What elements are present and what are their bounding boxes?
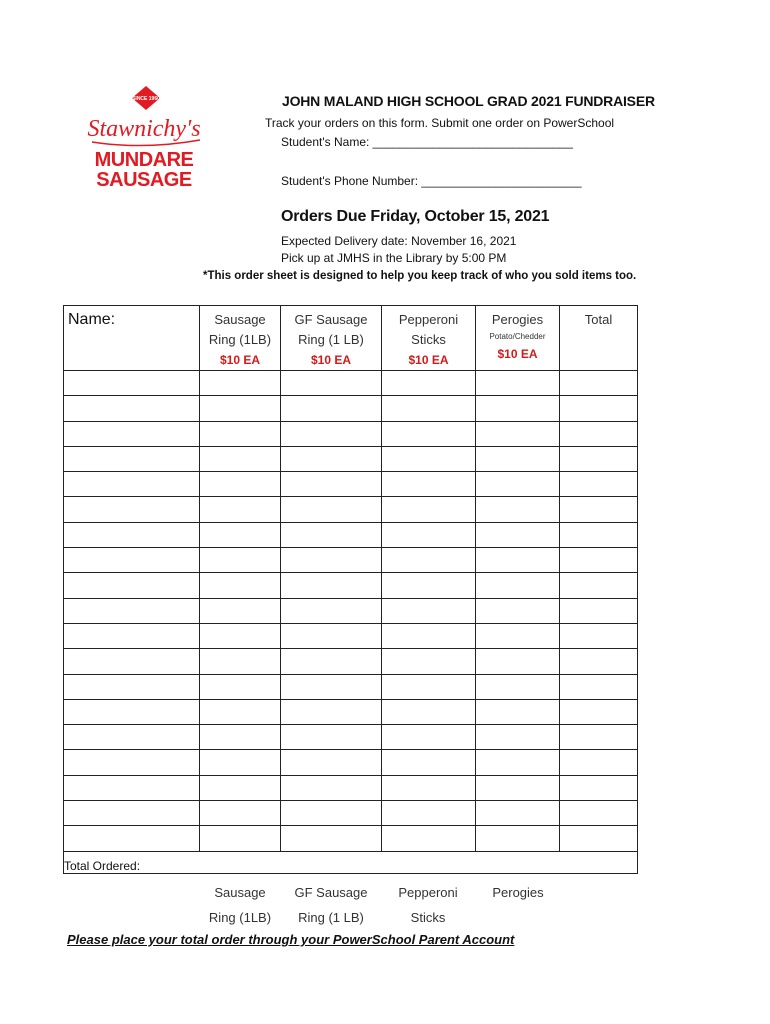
entry-cell[interactable] xyxy=(476,371,560,396)
total-cell xyxy=(382,851,476,873)
entry-cell[interactable] xyxy=(560,421,638,446)
entry-cell[interactable] xyxy=(382,472,476,497)
footer-gf-sausage xyxy=(276,880,386,930)
entry-cell[interactable] xyxy=(476,421,560,446)
footer-perogies xyxy=(463,880,573,905)
entry-cell[interactable] xyxy=(560,826,638,851)
entry-cell[interactable] xyxy=(281,472,382,497)
entry-cell[interactable] xyxy=(64,396,200,421)
order-entry-row xyxy=(64,750,638,775)
order-entry-row xyxy=(64,801,638,826)
entry-cell[interactable] xyxy=(476,598,560,623)
order-entry-row xyxy=(64,775,638,800)
powerschool-instruction: Please place your total order through your PowerSchool Parent Account xyxy=(67,932,515,947)
entry-cell[interactable] xyxy=(476,801,560,826)
footer-label: Pepperoni xyxy=(398,885,458,900)
entry-cell[interactable] xyxy=(200,623,281,648)
order-entry-row xyxy=(64,826,638,851)
entry-cell[interactable] xyxy=(281,699,382,724)
entry-cell[interactable] xyxy=(64,598,200,623)
stawnichys-logo xyxy=(82,86,207,190)
col-label: Sausage xyxy=(214,312,266,327)
delivery-date-text: Expected Delivery date: November 16, 2021 xyxy=(281,234,517,248)
entry-cell[interactable] xyxy=(281,775,382,800)
entry-cell[interactable] xyxy=(382,446,476,471)
entry-cell[interactable] xyxy=(64,674,200,699)
entry-cell[interactable] xyxy=(382,497,476,522)
total-ordered-row xyxy=(64,851,638,873)
footer-label: Perogies xyxy=(492,885,544,900)
entry-cell[interactable] xyxy=(64,826,200,851)
entry-cell[interactable] xyxy=(476,674,560,699)
entry-cell[interactable] xyxy=(64,649,200,674)
entry-cell[interactable] xyxy=(382,699,476,724)
entry-cell[interactable] xyxy=(281,750,382,775)
order-entry-row xyxy=(64,396,638,421)
entry-cell[interactable] xyxy=(64,699,200,724)
entry-cell[interactable] xyxy=(476,699,560,724)
due-date-heading: Orders Due Friday, October 15, 2021 xyxy=(281,208,550,225)
entry-cell[interactable] xyxy=(64,446,200,471)
entry-cell[interactable] xyxy=(476,573,560,598)
entry-cell[interactable] xyxy=(200,801,281,826)
svg-text:MUNDARE: MUNDARE xyxy=(94,149,194,171)
entry-cell[interactable] xyxy=(476,396,560,421)
entry-cell[interactable] xyxy=(200,371,281,396)
entry-cell[interactable] xyxy=(560,699,638,724)
footer-label: Ring (1 LB) xyxy=(298,910,364,925)
entry-cell[interactable] xyxy=(382,725,476,750)
entry-cell[interactable] xyxy=(64,725,200,750)
entry-cell[interactable] xyxy=(64,472,200,497)
entry-cell[interactable] xyxy=(281,573,382,598)
entry-cell[interactable] xyxy=(64,522,200,547)
entry-cell[interactable] xyxy=(64,573,200,598)
entry-cell[interactable] xyxy=(560,522,638,547)
entry-cell[interactable] xyxy=(382,548,476,573)
footer-label: Sticks xyxy=(410,910,446,925)
total-cell xyxy=(560,851,638,873)
entry-cell[interactable] xyxy=(200,826,281,851)
price-label: $10 EA xyxy=(497,347,538,361)
entry-cell[interactable] xyxy=(281,446,382,471)
entry-cell[interactable] xyxy=(200,396,281,421)
order-entry-row xyxy=(64,522,638,547)
student-name-field: Student's Name: ______________________________ xyxy=(281,135,573,149)
entry-cell[interactable] xyxy=(476,497,560,522)
entry-cell[interactable] xyxy=(200,699,281,724)
entry-cell[interactable] xyxy=(281,396,382,421)
entry-cell[interactable] xyxy=(64,750,200,775)
order-entry-row xyxy=(64,446,638,471)
footer-label: Sausage xyxy=(214,885,266,900)
order-entry-row xyxy=(64,674,638,699)
order-table xyxy=(63,305,638,874)
entry-cell[interactable] xyxy=(200,775,281,800)
tracking-note: *This order sheet is designed to help you keep track of who you sold items too. xyxy=(203,270,637,282)
table-header-row xyxy=(64,306,638,371)
footer-label: Ring (1LB) xyxy=(208,910,272,925)
sausage-ring-header xyxy=(200,306,281,371)
order-entry-row xyxy=(64,497,638,522)
entry-cell[interactable] xyxy=(382,573,476,598)
order-entry-row xyxy=(64,548,638,573)
entry-cell[interactable] xyxy=(560,472,638,497)
price-label: $10 EA xyxy=(408,353,449,367)
entry-cell[interactable] xyxy=(476,775,560,800)
pepperoni-sticks-header xyxy=(382,306,476,371)
entry-cell[interactable] xyxy=(281,649,382,674)
order-entry-row xyxy=(64,472,638,497)
order-entry-row xyxy=(64,421,638,446)
entry-cell[interactable] xyxy=(382,371,476,396)
entry-cell[interactable] xyxy=(200,598,281,623)
order-entry-row xyxy=(64,573,638,598)
svg-text:SAUSAGE: SAUSAGE xyxy=(96,169,192,190)
entry-cell[interactable] xyxy=(560,446,638,471)
col-sublabel: Potato/Chedder xyxy=(489,332,546,341)
entry-cell[interactable] xyxy=(382,396,476,421)
col-label: Pepperoni xyxy=(398,312,459,327)
entry-cell[interactable] xyxy=(560,674,638,699)
order-entry-row xyxy=(64,725,638,750)
entry-cell[interactable] xyxy=(281,497,382,522)
entry-cell[interactable] xyxy=(476,548,560,573)
svg-text:SINCE 1960: SINCE 1960 xyxy=(132,96,160,102)
entry-cell[interactable] xyxy=(281,522,382,547)
entry-cell[interactable] xyxy=(382,801,476,826)
entry-cell[interactable] xyxy=(200,674,281,699)
entry-cell[interactable] xyxy=(476,472,560,497)
entry-cell[interactable] xyxy=(560,750,638,775)
form-title: JOHN MALAND HIGH SCHOOL GRAD 2021 FUNDRAISER xyxy=(282,93,655,109)
entry-cell[interactable] xyxy=(281,371,382,396)
entry-cell[interactable] xyxy=(476,446,560,471)
entry-cell[interactable] xyxy=(200,446,281,471)
entry-cell[interactable] xyxy=(476,649,560,674)
entry-cell[interactable] xyxy=(281,421,382,446)
entry-cell[interactable] xyxy=(382,421,476,446)
total-ordered-label: Total Ordered: xyxy=(64,851,281,873)
entry-cell[interactable] xyxy=(382,649,476,674)
entry-cell[interactable] xyxy=(560,649,638,674)
entry-cell[interactable] xyxy=(64,548,200,573)
entry-cell[interactable] xyxy=(382,598,476,623)
entry-cell[interactable] xyxy=(382,750,476,775)
entry-cell[interactable] xyxy=(560,775,638,800)
entry-cell[interactable] xyxy=(200,421,281,446)
pickup-text: Pick up at JMHS in the Library by 5:00 PM xyxy=(281,251,507,265)
footer-label: GF Sausage xyxy=(294,885,368,900)
entry-cell[interactable] xyxy=(382,826,476,851)
gf-sausage-ring-header xyxy=(281,306,382,371)
entry-cell[interactable] xyxy=(200,725,281,750)
entry-cell[interactable] xyxy=(281,548,382,573)
entry-cell[interactable] xyxy=(281,674,382,699)
entry-cell[interactable] xyxy=(560,497,638,522)
entry-cell[interactable] xyxy=(281,725,382,750)
total-cell xyxy=(281,851,382,873)
entry-cell[interactable] xyxy=(200,548,281,573)
entry-cell[interactable] xyxy=(560,598,638,623)
col-label: GF Sausage xyxy=(294,312,368,327)
entry-cell[interactable] xyxy=(200,472,281,497)
order-entry-row xyxy=(64,649,638,674)
order-entry-row xyxy=(64,623,638,648)
col-label: Ring (1LB) xyxy=(208,332,272,347)
entry-cell[interactable] xyxy=(476,725,560,750)
order-entry-row xyxy=(64,598,638,623)
price-label: $10 EA xyxy=(219,353,261,367)
name-column-header: Name: xyxy=(64,306,200,371)
entry-cell[interactable] xyxy=(281,598,382,623)
entry-cell[interactable] xyxy=(560,371,638,396)
entry-cell[interactable] xyxy=(382,522,476,547)
entry-cell[interactable] xyxy=(64,371,200,396)
entry-cell[interactable] xyxy=(382,674,476,699)
entry-cell[interactable] xyxy=(64,497,200,522)
entry-cell[interactable] xyxy=(476,623,560,648)
entry-cell[interactable] xyxy=(64,801,200,826)
entry-cell[interactable] xyxy=(64,775,200,800)
entry-cell[interactable] xyxy=(476,826,560,851)
col-label: Sticks xyxy=(411,332,446,347)
svg-text:Stawnichy's: Stawnichy's xyxy=(87,116,201,142)
perogies-header xyxy=(476,306,560,371)
entry-cell[interactable] xyxy=(281,826,382,851)
entry-cell[interactable] xyxy=(200,750,281,775)
order-entry-row xyxy=(64,699,638,724)
entry-cell[interactable] xyxy=(382,623,476,648)
since-badge xyxy=(132,86,160,110)
entry-cell[interactable] xyxy=(200,497,281,522)
total-column-header: Total xyxy=(560,306,638,371)
order-entry-row xyxy=(64,371,638,396)
entry-cell[interactable] xyxy=(281,801,382,826)
entry-cell[interactable] xyxy=(64,421,200,446)
col-label: Ring (1 LB) xyxy=(298,332,364,347)
entry-cell[interactable] xyxy=(560,548,638,573)
entry-cell[interactable] xyxy=(281,623,382,648)
entry-cell[interactable] xyxy=(476,750,560,775)
instructions-text: Track your orders on this form. Submit one order on PowerSchool xyxy=(265,116,615,130)
entry-cell[interactable] xyxy=(200,573,281,598)
entry-cell[interactable] xyxy=(200,649,281,674)
entry-cell[interactable] xyxy=(476,522,560,547)
entry-cell[interactable] xyxy=(560,725,638,750)
price-label: $10 EA xyxy=(310,353,352,367)
entry-cell[interactable] xyxy=(560,396,638,421)
col-label: Perogies xyxy=(491,312,544,327)
entry-cell[interactable] xyxy=(560,801,638,826)
entry-cell[interactable] xyxy=(560,573,638,598)
total-cell xyxy=(476,851,560,873)
student-phone-field: Student's Phone Number: ________________________ xyxy=(281,174,582,188)
entry-cell[interactable] xyxy=(64,623,200,648)
entry-cell[interactable] xyxy=(200,522,281,547)
entry-cell[interactable] xyxy=(560,623,638,648)
entry-cell[interactable] xyxy=(382,775,476,800)
